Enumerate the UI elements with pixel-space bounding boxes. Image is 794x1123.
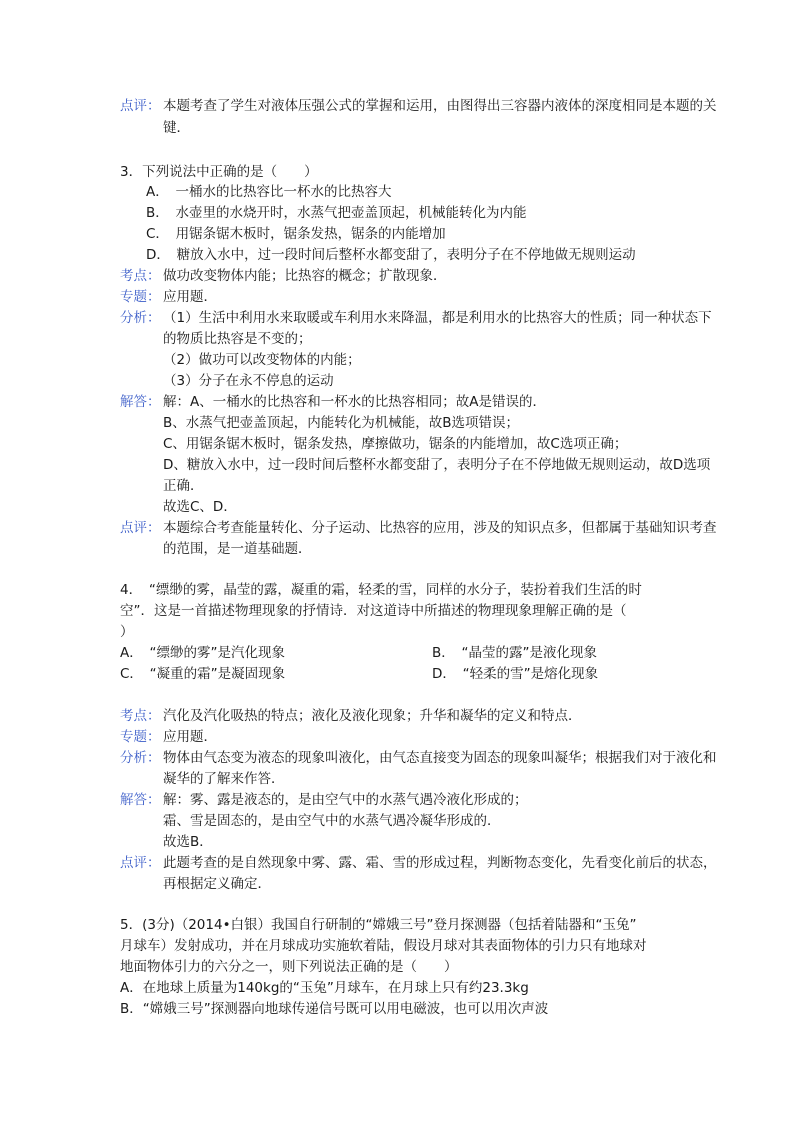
answer-text: B、水蒸气把壶盖顶起，内能转化为机械能，故B选项错误；: [163, 415, 520, 431]
option-a: A． “缥缈的雾”是汽化现象: [120, 645, 285, 661]
topic-text: 做功改变物体内能；比热容的概念；扩散现象．: [163, 268, 447, 284]
option-b: B．“嫦娥三号”探测器向地球传递信号既可以用电磁波，也可以用次声波: [120, 1001, 549, 1017]
comment-text: 此题考查的是自然现象中雾、露、霜、雪的形成过程，判断物态变化，先看变化前后的状态，: [163, 855, 717, 871]
analysis-text: （2）做功可以改变物体的内能；: [163, 352, 361, 368]
option-d: D． “轻柔的雪”是熔化现象: [432, 666, 599, 682]
answer-label: 解答：: [120, 394, 161, 410]
analysis-text: （1）生活中利用水来取暖或车利用水来降温，都是利用水的比热容大的性质；同一种状态下: [163, 310, 712, 326]
comment-text: 本题综合考查能量转化、分子运动、比热容的应用，涉及的知识点多，但都属于基础知识考查: [163, 520, 717, 536]
answer-text: 故选C、D．: [163, 499, 237, 515]
option-b: B． “晶莹的露”是液化现象: [432, 645, 597, 661]
comment-text: 的范围，是一道基础题．: [163, 541, 312, 557]
analysis-text: 的物质比热容是不变的；: [163, 331, 312, 347]
question-stem: 4． “缥缈的雾，晶莹的露，凝重的霜，轻柔的雪，同样的水分子，装扮着我们生活的时: [120, 582, 642, 598]
option-a: A．在地球上质量为140kg的“玉兔”月球车，在月球上只有约23.3kg: [120, 980, 529, 996]
comment-text: 键．: [163, 120, 190, 136]
special-text: 应用题．: [163, 729, 217, 745]
comment-label: 点评：: [120, 520, 161, 536]
question-stem: 月球车）发射成功，并在月球成功实施软着陆，假设月球对其表面物体的引力只有地球对: [120, 938, 647, 954]
topic-label: 考点：: [120, 708, 161, 724]
analysis-text: 物体由气态变为液态的现象叫液化，由气态直接变为固态的现象叫凝华；根据我们对于液化和: [163, 750, 717, 766]
question-stem: 3．下列说法中正确的是（ ）: [120, 164, 318, 180]
analysis-text: （3）分子在永不停息的运动: [163, 373, 334, 389]
answer-text: 故选B．: [163, 834, 213, 850]
answer-text: 霜、雪是固态的，是由空气中的水蒸气遇冷凝华形成的．: [163, 813, 501, 829]
answer-label: 解答：: [120, 792, 161, 808]
option-b: B． 水壶里的水烧开时，水蒸气把壶盖顶起，机械能转化为内能: [146, 205, 527, 221]
comment-text: 再根据定义确定．: [163, 876, 271, 892]
answer-text: 解：雾、露是液态的，是由空气中的水蒸气遇冷液化形成的；: [163, 792, 528, 808]
topic-label: 考点：: [120, 268, 161, 284]
analysis-label: 分析：: [120, 750, 161, 766]
topic-text: 汽化及汽化吸热的特点；液化及液化现象；升华和凝华的定义和特点．: [163, 708, 582, 724]
option-c: C． “凝重的霜”是凝固现象: [120, 666, 286, 682]
question-stem: 5．(3分)（2014•白银）我国自行研制的“嫦娥三号”登月探测器（包括着陆器和“玉兔”: [120, 917, 637, 933]
comment-text: 本题考查了学生对液体压强公式的掌握和运用，由图得出三容器内液体的深度相同是本题的关: [163, 98, 717, 114]
analysis-text: 凝华的了解来作答．: [163, 771, 285, 787]
comment-label: 点评：: [120, 98, 161, 114]
option-d: D． 糖放入水中，过一段时间后整杯水都变甜了，表明分子在不停地做无规则运动: [146, 247, 636, 263]
special-text: 应用题．: [163, 289, 217, 305]
special-label: 专题：: [120, 729, 161, 745]
answer-text: D、糖放入水中，过一段时间后整杯水都变甜了，表明分子在不停地做无规则运动，故D选项: [163, 457, 711, 473]
option-a: A． 一桶水的比热容比一杯水的比热容大: [146, 184, 392, 200]
special-label: 专题：: [120, 289, 161, 305]
answer-text: 解：A、一桶水的比热容和一杯水的比热容相同；故A是错误的．: [163, 394, 546, 410]
question-stem: 空”．这是一首描述物理现象的抒情诗．对这道诗中所描述的物理现象理解正确的是（: [120, 603, 627, 619]
answer-text: C、用锯条锯木板时，锯条发热，摩擦做功，锯条的内能增加，故C选项正确；: [163, 436, 628, 452]
question-stem: ）: [120, 624, 134, 640]
analysis-label: 分析：: [120, 310, 161, 326]
comment-label: 点评：: [120, 855, 161, 871]
option-c: C． 用锯条锯木板时，锯条发热，锯条的内能增加: [146, 226, 446, 242]
answer-text: 正确．: [163, 478, 204, 494]
question-stem: 地面物体引力的六分之一，则下列说法正确的是（ ）: [120, 959, 458, 975]
